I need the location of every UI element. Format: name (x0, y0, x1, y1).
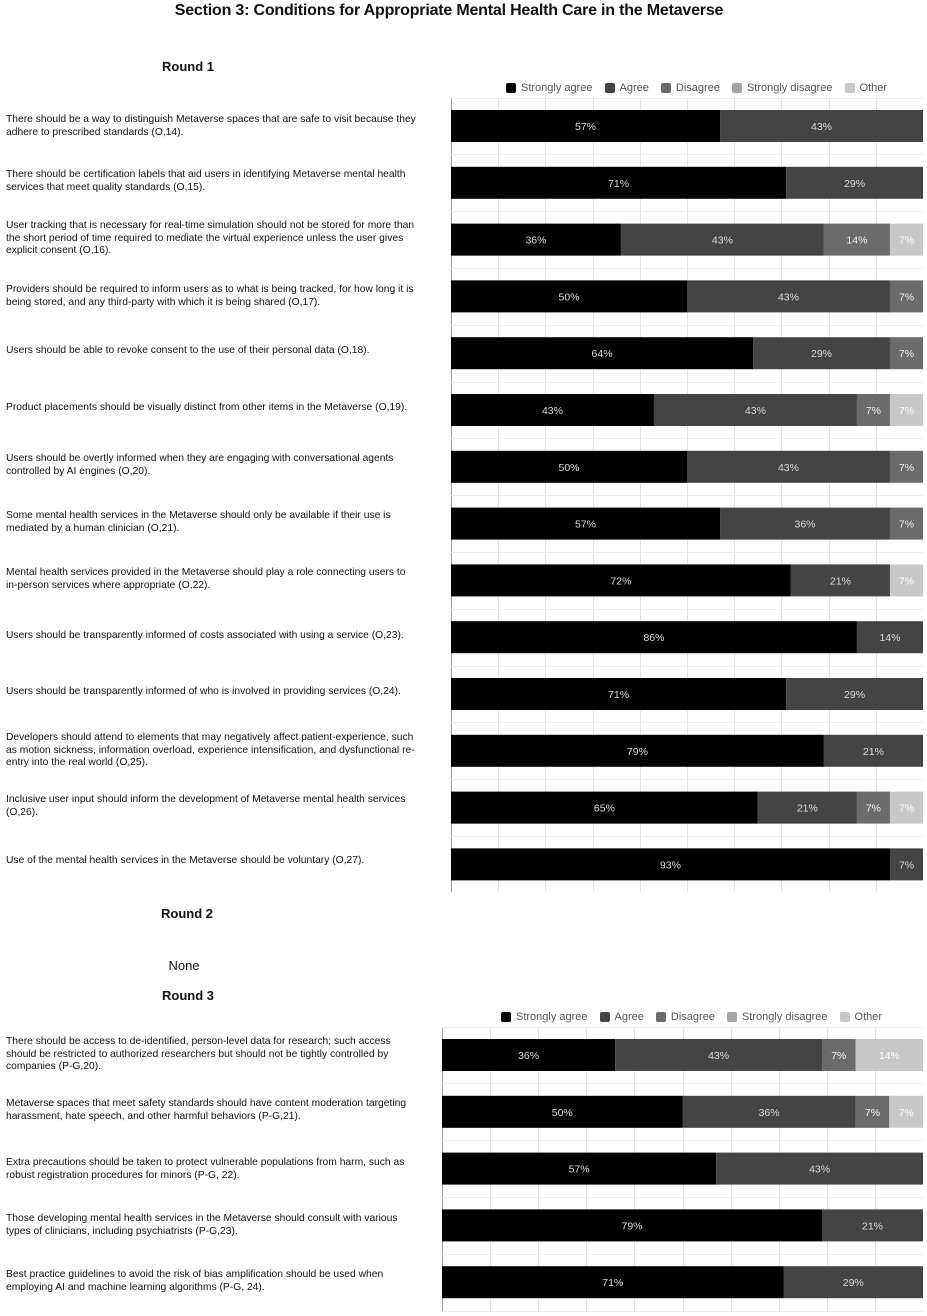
data-label: 7% (898, 461, 915, 474)
legend-item (600, 1011, 644, 1023)
legend-label: Agree (614, 1011, 644, 1023)
data-label: 43% (777, 461, 799, 474)
data-label: 93% (659, 859, 681, 872)
statement-text: There should be a way to distinguish Metaverse spaces that are safe to visit because they adhere to prescribed standards (O,14). (6, 114, 416, 138)
legend-item (732, 82, 833, 94)
data-label: 57% (575, 518, 597, 531)
data-label: 7% (831, 1050, 847, 1062)
legend-swatch (732, 83, 742, 93)
data-label: 71% (602, 1277, 624, 1290)
page-title: Section 3: Conditions for Appropriate Mental Health Care in the Metaverse (174, 2, 724, 19)
legend-label: Strongly agree (516, 1011, 588, 1023)
data-label: 65% (593, 802, 615, 815)
chart-round-1 (451, 98, 923, 892)
legend-swatch (840, 1012, 850, 1022)
data-label: 7% (898, 518, 915, 531)
data-label: 43% (777, 291, 799, 304)
legend-label: Other (859, 82, 888, 94)
data-label: 36% (758, 1106, 780, 1119)
data-label: 71% (608, 177, 630, 190)
data-label: 36% (525, 234, 547, 247)
data-label: 43% (708, 1050, 730, 1062)
legend-round-3 (501, 1009, 882, 1025)
chart-svg (451, 98, 923, 892)
data-label: 57% (575, 121, 597, 133)
legend-swatch (605, 83, 615, 93)
legend-swatch (727, 1012, 737, 1022)
data-label: 29% (811, 348, 833, 361)
data-label: 43% (711, 234, 733, 247)
data-label: 71% (608, 689, 630, 701)
data-label: 7% (898, 234, 915, 247)
legend-item (506, 82, 593, 94)
round-2-note: None (168, 958, 200, 973)
statement-text: Extra precautions should be taken to protect vulnerable populations from harm, such as robust registration procedures for minors (P-G, 22). (6, 1157, 405, 1181)
data-label: 7% (898, 802, 915, 815)
statement-text: Users should be able to revoke consent to the use of their personal data (O,18). (6, 345, 370, 356)
round-1-title: Round 1 (162, 59, 214, 74)
statement-text: Users should be transparently informed of costs associated with using a service (O,23). (6, 630, 404, 641)
legend-label: Agree (619, 82, 649, 94)
legend-round-1 (506, 80, 887, 96)
chart-round-3 (442, 1027, 923, 1312)
legend-item (840, 1011, 883, 1023)
data-label: 7% (898, 859, 915, 872)
data-label: 50% (558, 461, 580, 474)
data-label: 21% (829, 575, 851, 588)
data-label: 43% (811, 121, 833, 133)
data-label: 14% (879, 632, 901, 645)
data-label: 79% (621, 1220, 643, 1233)
chart-svg (442, 1027, 923, 1312)
data-label: 7% (864, 1106, 881, 1119)
statement-text: Best practice guidelines to avoid the risk of bias amplification should be used when employing AI and machine learning algorithms (P-G, 24). (6, 1269, 384, 1293)
data-label: 7% (898, 1106, 914, 1119)
data-label: 86% (643, 632, 665, 645)
round-3-title: Round 3 (162, 988, 214, 1003)
data-label: 43% (541, 405, 563, 417)
legend-label: Disagree (670, 1011, 715, 1023)
statement-text: Some mental health services in the Metaverse should only be available if their use is mediated by a human clinician (O,21). (6, 510, 391, 534)
data-label: 7% (898, 348, 915, 361)
statement-text: User tracking that is necessary for real-time simulation should not be stored for more than the short period of time required to mediate the virtual experience unless the user gives explicit consent (O,16). (6, 220, 415, 257)
data-label: 7% (865, 405, 882, 417)
legend-item (605, 82, 649, 94)
data-label: 29% (844, 689, 866, 701)
data-label: 14% (878, 1050, 900, 1062)
statement-text: Product placements should be visually distinct from other items in the Metaverse (O,19). (6, 402, 408, 413)
legend-swatch (600, 1012, 610, 1022)
statement-text: Use of the mental health services in the Metaverse should be voluntary (O,27). (6, 855, 365, 866)
legend-item (661, 82, 720, 94)
statement-text: Providers should be required to inform users as to what is being tracked, for how long it is being stored, and any third-party with which it is being shared (O,17). (6, 284, 414, 308)
data-label: 50% (558, 291, 580, 304)
data-label: 72% (610, 575, 632, 588)
data-label: 14% (846, 234, 868, 247)
legend-swatch (501, 1012, 511, 1022)
legend-label: Strongly disagree (741, 1011, 828, 1023)
data-label: 7% (865, 802, 882, 815)
statement-text: Inclusive user input should inform the development of Metaverse mental health services (O,26). (6, 794, 406, 818)
data-label: 43% (809, 1163, 831, 1176)
data-label: 21% (862, 745, 884, 758)
data-label: 7% (898, 575, 915, 588)
legend-item (501, 1011, 588, 1023)
legend-label: Strongly disagree (746, 82, 833, 94)
legend-item (845, 82, 888, 94)
legend-swatch (661, 83, 671, 93)
statement-text: Metaverse spaces that meet safety standards should have content moderation targeting harassment, hate speech, and other harmful behaviors (P-G,21). (6, 1098, 407, 1122)
statement-text: Those developing mental health services in the Metaverse should consult with various types of clinicians, including psychiatrists (P-G,23). (6, 1213, 398, 1237)
statement-text: There should be certification labels that aid users in identifying Metaverse mental health services that meet quality standards (O,15). (6, 169, 406, 193)
legend-item (727, 1011, 828, 1023)
legend-label: Other (854, 1011, 883, 1023)
data-label: 57% (568, 1163, 590, 1176)
data-label: 29% (844, 177, 866, 190)
data-label: 43% (744, 405, 766, 417)
legend-swatch (656, 1012, 666, 1022)
round-2-title: Round 2 (161, 906, 213, 921)
legend-label: Disagree (675, 82, 720, 94)
data-label: 7% (898, 291, 915, 304)
statement-text: Developers should attend to elements that may negatively affect patient-experience, such as motion sickness, information overload, experience intensification, and dysfunctional re-entry into the real world (O,25). (6, 732, 415, 769)
data-label: 7% (898, 405, 915, 417)
legend-label: Strongly agree (521, 82, 593, 94)
statement-text: Users should be overtly informed when they are engaging with conversational agents controlled by AI engines (O,20). (6, 453, 394, 477)
statement-text: There should be access to de-identified, person-level data for research; such access should be restricted to authorized researchers but should not be tightly controlled by companies (P-G,20). (6, 1036, 391, 1073)
legend-swatch (506, 83, 516, 93)
data-label: 36% (518, 1050, 540, 1062)
data-label: 50% (551, 1106, 573, 1119)
legend-swatch (845, 83, 855, 93)
data-label: 21% (861, 1220, 884, 1233)
statement-text: Users should be transparently informed of who is involved in providing services (O,24). (6, 686, 401, 697)
data-label: 29% (842, 1277, 864, 1290)
legend-item (656, 1011, 715, 1023)
data-label: 36% (794, 518, 816, 531)
data-label: 79% (626, 745, 648, 758)
statement-text: Mental health services provided in the Metaverse should play a role connecting users to in-person services where appropriate (O,22). (6, 567, 406, 591)
data-label: 64% (591, 348, 613, 361)
data-label: 21% (796, 802, 818, 815)
